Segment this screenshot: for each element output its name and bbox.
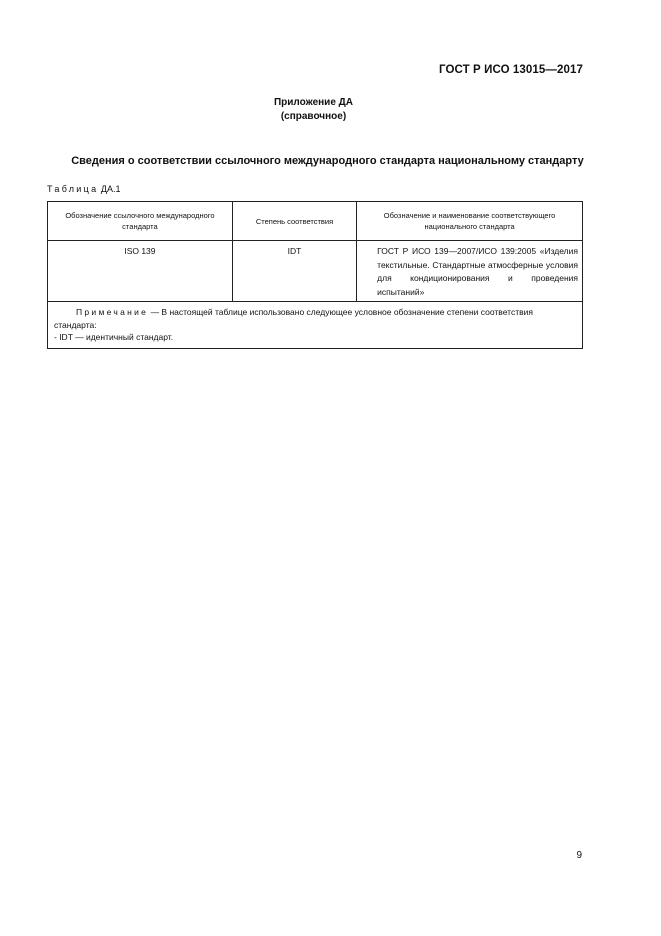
correspondence-table: [47, 201, 583, 349]
table-note-row: [48, 302, 583, 349]
column-header-degree: Степень соответствия: [232, 202, 356, 241]
table-row: [48, 241, 583, 302]
table-header-row: [48, 202, 583, 241]
column-header-national: Обозначение и наименование соответствующего национального стандарта: [357, 202, 583, 241]
column-header-international: Обозначение ссылочного международного стандарта: [48, 202, 233, 241]
note-text: — В настоящей таблице использовано следующее условное обозначение степени соответствия стандарта:: [54, 307, 533, 330]
page-number: 9: [576, 850, 582, 861]
cell-degree: IDT: [232, 241, 356, 302]
note-label: Примечание: [76, 307, 149, 317]
table-note: [48, 302, 583, 349]
annex-title: Приложение ДА: [273, 97, 354, 108]
cell-national-standard: ГОСТ Р ИСО 139—2007/ИСО 139:2005 «Изделия текстильные. Стандартные атмосферные условия для кондиционирования и проведения испытаний»: [357, 241, 583, 302]
table-caption: [47, 184, 121, 194]
note-item: - IDT — идентичный стандарт.: [54, 332, 174, 342]
table-caption-label: Таблица: [47, 184, 99, 194]
note-paragraph: [54, 306, 576, 331]
annex-heading: [0, 96, 627, 124]
standard-designation: ГОСТ Р ИСО 13015—2017: [438, 64, 583, 76]
table-caption-number: ДА.1: [100, 184, 121, 194]
cell-international-standard: ISO 139: [48, 241, 233, 302]
section-title: Сведения о соответствии ссылочного международного стандарта национальному стандарту: [71, 155, 584, 167]
annex-subtitle: (справочное): [280, 111, 347, 122]
